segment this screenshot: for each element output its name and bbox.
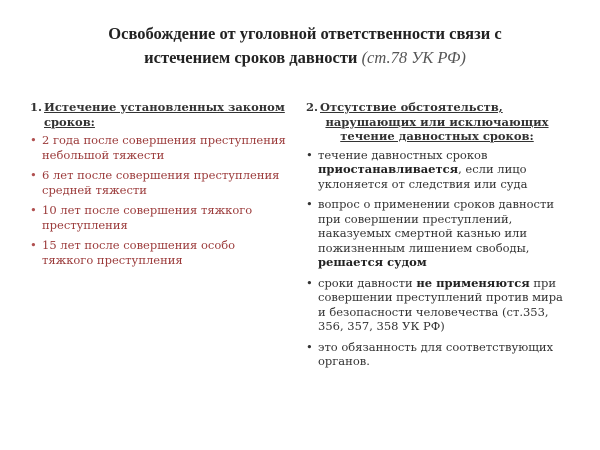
right-heading-line-1: Отсутствие обстоятельств,	[320, 100, 503, 114]
list-item: • вопрос о применении сроков давности при совершении преступлений, наказуемых смертной казнью или пожизненным лишением свободы, решается судом	[306, 197, 555, 269]
bullet-icon: •	[30, 133, 37, 147]
left-list	[30, 133, 288, 267]
list-item: • 15 лет после совершения особо тяжкого преступления	[30, 238, 236, 267]
title-line-1: Освобождение от уголовной ответственности связи с	[108, 24, 502, 43]
bullet-icon: •	[306, 197, 313, 211]
list-item: • сроки давности не применяются при совершении преступлений против мира и безопасности человечества (ст.353, 356, 357, 358 УК РФ)	[306, 275, 563, 333]
left-heading-line-2: сроков:	[44, 114, 95, 129]
list-item: • 6 лет после совершения преступления средней тяжести	[30, 168, 280, 197]
bullet-icon: •	[306, 339, 313, 354]
list-item: • течение давностных сроков приостанавливается, если лицо уклоняется от следствия или суда	[306, 147, 528, 191]
left-number: 1.	[30, 100, 43, 114]
right-number: 2.	[306, 100, 319, 114]
slide-title	[40, 22, 570, 70]
right-heading	[306, 100, 568, 144]
left-heading-line-1: Истечение установленных законом	[44, 100, 285, 114]
left-heading	[30, 100, 288, 129]
bullet-icon: •	[30, 203, 37, 217]
bullet-icon: •	[30, 238, 37, 252]
list-item: • это обязанность для соответствующих органов.	[306, 339, 554, 368]
right-list	[306, 148, 568, 369]
bullet-icon: •	[306, 275, 313, 290]
right-heading-line-3: течение давностных сроков:	[340, 129, 534, 143]
bullet-icon: •	[306, 147, 313, 162]
list-item: • 10 лет после совершения тяжкого преступления	[30, 203, 253, 232]
title-line-2-text: истечением сроков давности	[144, 48, 358, 67]
left-column	[30, 100, 288, 273]
right-column	[306, 100, 568, 375]
list-item: • 2 года после совершения преступления небольшой тяжести	[30, 133, 286, 162]
bullet-icon: •	[30, 168, 37, 182]
title-line-2	[40, 46, 570, 70]
right-heading-line-2: нарушающих или исключающих	[325, 114, 549, 129]
title-reference: (ст.78 УК РФ)	[361, 48, 466, 67]
